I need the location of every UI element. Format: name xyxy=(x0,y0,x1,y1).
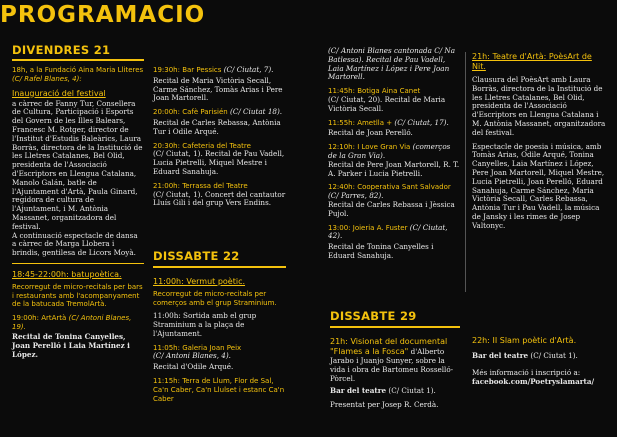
day-heading-divendres: DIVENDRES 21 xyxy=(12,43,111,57)
event-title: 21h: Teatre d'Artà: PoèsArt de Nit. xyxy=(472,52,592,71)
event-presenter: Presentat per Josep R. Cerdà. xyxy=(330,400,439,410)
event-description: Recital d'Odile Arqué. xyxy=(153,362,234,372)
event-place: Bar del teatre xyxy=(330,386,387,396)
event-title: 21h: Visionat del documental "Flames a la Fosca" xyxy=(330,337,448,356)
event-description: 11:00h: Sortida amb el grup Straminium a la plaça de l'Ajuntament. xyxy=(153,311,257,338)
event-place: (C/ Ciutat, 17). xyxy=(394,117,449,127)
column-2 xyxy=(153,66,286,213)
page-title: PROGRAMACIO xyxy=(0,2,206,28)
event-place-address: (C/ Ciutat 1). xyxy=(388,386,436,396)
event-description: Recital de Pere Joan Martorell, R. T. A. Parker i Lucia Pietrelli. xyxy=(328,159,460,178)
column-3 xyxy=(328,47,460,266)
event-description: d'Alberto Jarabo i Juanjo Sunyer, sobre la vida i obra de Bartomeu Rosselló-Pòrcel. xyxy=(330,347,454,383)
event-place: Bar del teatre xyxy=(472,351,529,360)
event-description: Recital de Carles Rebassa, Antònia Tur i Odile Arqué. xyxy=(153,117,281,136)
event-time: 18h, a la Fundació Aina Maria Lliteres xyxy=(12,66,144,74)
column-1 xyxy=(12,66,144,365)
day-heading-dissabte-22: DISSABTE 22 xyxy=(153,249,240,263)
event-time: 19:30h: Bar Pessics xyxy=(153,66,222,74)
event-title: 18:45-22:00h: batupoètica. xyxy=(12,269,122,279)
event-place-address: (C/ Ciutat 1). xyxy=(530,351,578,360)
event-place: (C/ Ciutat 18). xyxy=(230,107,283,117)
event-description: Espectacle de poesia i música, amb Tomàs Arias, Odile Arqué, Tonina Canyelles, Laia Martínez i López, Pere Joan Martorell, Miquel Mestre, Lucia Pietrelli, Joan Perelló, Eduard Sanahuja, Carme Sánchez, Maria Victòria Secall, Carles Rebassa, Antònia Tur i Pau Vadell, la música de Jansky i les rimes de Josep Valtonyc. xyxy=(472,141,605,230)
event-time: 11:45h: Botiga Aina Canet xyxy=(328,87,421,96)
event-description: (C/ Ciutat, 1). Recital de Pau Vadell, Lucia Pietrelli, Miquel Mestre i Eduard Sanahuja. xyxy=(153,149,285,176)
event-description: (C/ Antoni Blanes cantonada C/ Na Batlessa). Recital de Pau Vadell, Laia Martínez i López i Pere Joan Martorell. xyxy=(328,46,455,82)
event-description: Recital de Tonina Canyelles, Joan Perelló i Laia Martínez i López. xyxy=(12,332,130,359)
column-4 xyxy=(472,52,606,236)
event-place: (C/ Ciutat, 42). xyxy=(328,222,448,241)
event-title: Inauguració del festival xyxy=(12,88,106,98)
event-place: (C/ Antoni Blanes, 4). xyxy=(153,351,231,361)
divider xyxy=(12,263,144,264)
event-description: Recorregut de micro-recitals per bars i restaurants amb l'acompanyament de la batucada TremolArtà. xyxy=(12,282,143,309)
column-2-saturday xyxy=(153,277,286,408)
event-time: 12:10h: I Love Gran Via xyxy=(328,143,411,152)
facebook-link[interactable]: facebook.com/Poetryslamarta/ xyxy=(472,376,595,386)
column-3-saturday xyxy=(330,337,460,415)
event-time: 20:00h: Cafè Parisién xyxy=(153,108,228,117)
event-place: (C/ Antoni Blanes, 19). xyxy=(12,313,132,331)
event-title: 22h: II Slam poètic d'Artà. xyxy=(472,336,577,345)
event-place: (C/ Rafel Blanes, 4): xyxy=(12,74,82,83)
event-description: Recital de Joan Perelló. xyxy=(328,128,413,138)
divider xyxy=(330,326,460,328)
info-text: Més informació i inscripció a: xyxy=(472,367,581,377)
divider xyxy=(153,266,286,268)
event-place: (C/ Ciutat, 7). xyxy=(223,65,274,74)
event-time: 11:05h: Galeria Joan Peix xyxy=(153,343,242,352)
event-description: Recorregut de micro-recitals per comerços amb el grup Straminium. xyxy=(153,290,277,307)
event-description: (C/ Ciutat, 1). Concert del cantautor Lluís Gili i del grup Vers Endins. xyxy=(153,189,286,208)
divider xyxy=(12,59,144,61)
event-time: 12:40h: Cooperativa Sant Salvador xyxy=(328,183,451,192)
event-time: 11:55h: Ametlla + xyxy=(328,118,393,127)
event-time: 11:15h: Terra de Llum, Flor de Sal, Ca'n Caber, Ca'n Llulset i estanc Ca'n Caber xyxy=(153,376,285,403)
event-description: Recital de Carles Rebassa i Jèssica Pujol. xyxy=(328,199,455,218)
event-description: Recital de Tonina Canyelles i Eduard Sanahuja. xyxy=(328,242,434,260)
divider xyxy=(465,52,466,292)
day-heading-dissabte-29: DISSABTE 29 xyxy=(330,309,417,323)
event-place: (C/ Parres, 82). xyxy=(328,191,384,201)
event-description: (C/ Ciutat, 20). Recital de Maria Victòria Secall. xyxy=(328,94,446,113)
event-description: Recital de Maria Victòria Secall, Carme Sánchez, Tomàs Arias i Pere Joan Martorell. xyxy=(153,75,283,103)
event-description: a càrrec de Fanny Tur, Consellera de Cultura, Participació i Esports del Govern de les Illes Balears, Francesc M. Rotger, director de l'Institut d'Estudis Baleàrics, Laura Borràs, directora de la Institució de les Lletres Catalanes, Bel Olid, presidenta de l'Associació d'Escriptors en Llengua Catalana, Manolo Galán, batle de l'Ajuntament d'Artà, Paula Ginard, regidora de cultura de l'Ajuntament, i M. Antònia Massanet, organitzadora del festival. xyxy=(12,98,143,231)
event-description: Clausura del PoèsArt amb Laura Borràs, directora de la Institució de les Lletres Catalanes, Bel Olid, presidenta de l'Associació d'Escriptors en Llengua Catalana i M. Antònia Massanet, organitzadora del festival. xyxy=(472,75,606,137)
event-place: (comerços de la Gran Via). xyxy=(328,142,451,160)
event-time: 19:00h: ArtArtà xyxy=(12,313,67,322)
event-time: 21:00h: Terrassa del Teatre xyxy=(153,181,248,190)
event-time: 13:00: Joieria A. Fuster xyxy=(328,223,408,232)
event-time: 20:30h: Cafeteria del Teatre xyxy=(153,141,251,150)
column-4-slam xyxy=(472,336,606,391)
event-description: A continuació espectacle de dansa a càrrec de Marga Llobera i brindis, gentilesa de Licors Moyà. xyxy=(12,230,138,258)
event-title: 11:00h: Vermut poètic. xyxy=(153,277,246,286)
